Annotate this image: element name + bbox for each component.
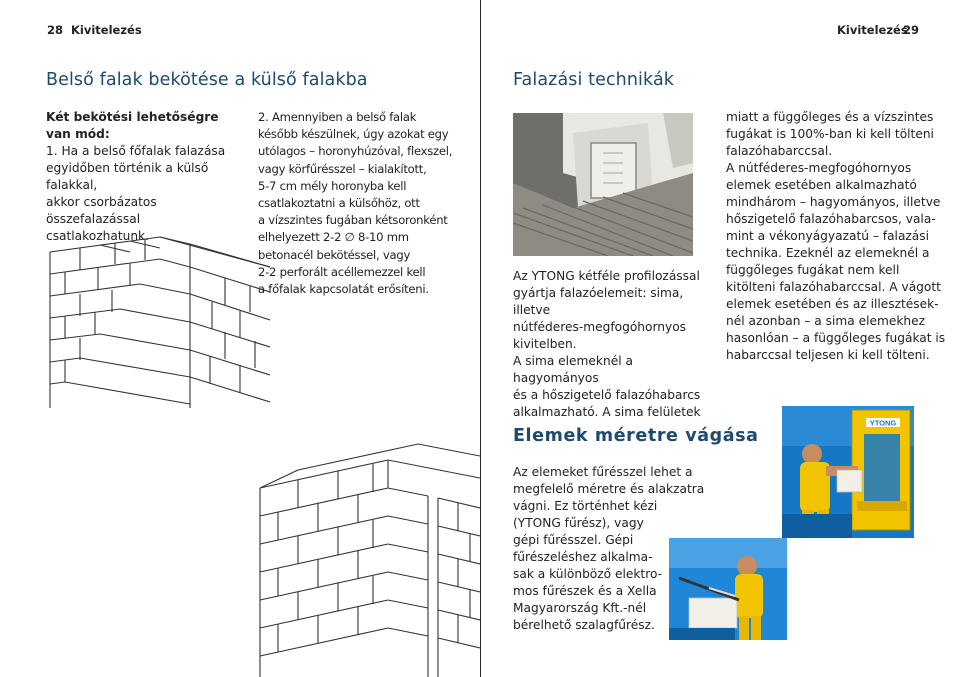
band-saw-photo [782, 406, 914, 538]
option2-line: 2-2 perforált acéllemezzel kell [258, 264, 426, 279]
cutting-line: megfelelő méretre és alakzatra [513, 482, 705, 496]
option2-text [258, 109, 470, 298]
mortar-line: habarccsal teljesen ki kell tölteni. [726, 348, 930, 362]
option2-line: 2. Amennyiben a belső falak [258, 110, 417, 124]
option2-line: 5-7 cm mély horonyba kell [258, 178, 407, 193]
profiling-line: A sima elemeknél a hagyományos [513, 354, 633, 385]
page-number-right: 29 [903, 23, 920, 37]
cutting-line: fűrészeléshez alkalma- [513, 550, 653, 564]
profiling-line: gyártja falazóelemeit: sima, illetve [513, 286, 684, 317]
option2-line: a főfalak kapcsolatát erősíteni. [258, 282, 429, 297]
mortar-line: mint a vékonyágyazatú – falazási [726, 229, 930, 243]
option2-line: utólagos – horonyhúzóval, flexszel, [258, 144, 453, 159]
profiling-line: alkalmazható. A sima felületek [513, 405, 701, 419]
option1-line: akkor csorbázatos összefalazással [46, 195, 157, 226]
mortar-line: hőszigetelő falazóhabarcsos, vala- [726, 212, 936, 226]
block-profile-photo [513, 113, 693, 256]
saw-brand-label: YTONG [869, 418, 897, 428]
section-header-left: Kivitelezés [71, 23, 142, 37]
mortar-text [726, 109, 954, 364]
intro-lead-2: van mód: [46, 127, 110, 141]
cutting-line: (YTONG fűrész), vagy [513, 516, 644, 530]
cutting-line: bérelhető szalagfűrész. [513, 618, 655, 632]
section-title-masonry: Falazási technikák [513, 70, 675, 90]
hand-saw-photo [669, 538, 787, 640]
mortar-line: kitölteni falazóhabarccsal. A vágott [726, 280, 941, 294]
profiling-text [513, 268, 718, 421]
wall-connection-toothed-illustration [40, 232, 270, 410]
cutting-line: Az elemeket fűrésszel lehet a [513, 465, 693, 479]
cutting-line: vágni. Ez történhet kézi [513, 499, 658, 513]
mortar-line: függőleges fugákat nem kell [726, 263, 900, 277]
option1-line: csatlakozhatunk. [46, 229, 149, 243]
intro-lead: Két bekötési lehetőségre [46, 110, 219, 124]
profiling-line: és a hőszigetelő falazóhabarcs [513, 388, 701, 402]
mortar-line: hasonlóan – a függőleges fugákat is [726, 331, 946, 345]
profiling-line: kivitelben. [513, 337, 577, 351]
option2-line: betonacél bekötéssel, vagy [258, 247, 411, 262]
cutting-line: mos fűrészek és a Xella [513, 584, 657, 598]
mortar-line: nél azonban – a sima elemekhez [726, 314, 926, 328]
cutting-line: Magyarország Kft.-nél [513, 601, 647, 615]
cutting-line: gépi fűrésszel. Gépi [513, 533, 634, 547]
option1-line: 1. Ha a belső főfalak falazása [46, 144, 226, 158]
left-page-title: Belső falak bekötése a külső falakba [46, 70, 368, 90]
wall-connection-groove-illustration [238, 408, 480, 677]
option2-line: vagy körfűrésszel – kialakított, [258, 161, 427, 176]
blank-panel [0, 408, 238, 677]
option2-line: később készülnek, úgy azokat egy [258, 127, 449, 142]
option2-line: elhelyezett 2-2 ∅ 8-10 mm [258, 230, 409, 245]
cutting-line: sak a különböző elektro- [513, 567, 663, 581]
mortar-line: fugákat is 100%-ban ki kell tölteni [726, 127, 934, 141]
section-header-right: Kivitelezés [837, 23, 908, 37]
mortar-line: falazóhabarccsal. [726, 144, 833, 158]
intro-text [46, 109, 246, 245]
profiling-line: nútféderes-megfogóhornyos [513, 320, 687, 334]
option2-line: csatlakoztatni a külsőhöz, ott [258, 196, 420, 211]
page-number-left: 28 [47, 23, 64, 37]
profiling-line: Az YTONG kétféle profilozással [513, 269, 700, 283]
section-title-cutting: Elemek méretre vágása [513, 426, 759, 446]
option2-line: a vízszintes fugában kétsoronként [258, 213, 448, 228]
mortar-line: A nútféderes-megfogóhornyos [726, 161, 912, 175]
mortar-line: miatt a függőleges és a vízszintes [726, 110, 934, 124]
mortar-line: technika. Ezeknél az elemeknél a [726, 246, 930, 260]
right-page [481, 0, 960, 677]
option1-line: egyidőben történik a külső falakkal, [46, 161, 209, 192]
mortar-line: elemek esetében alkalmazható [726, 178, 917, 192]
mortar-line: elemek esetében és az illesztések- [726, 297, 939, 311]
mortar-line: mindhárom – hagyományos, illetve [726, 195, 941, 209]
